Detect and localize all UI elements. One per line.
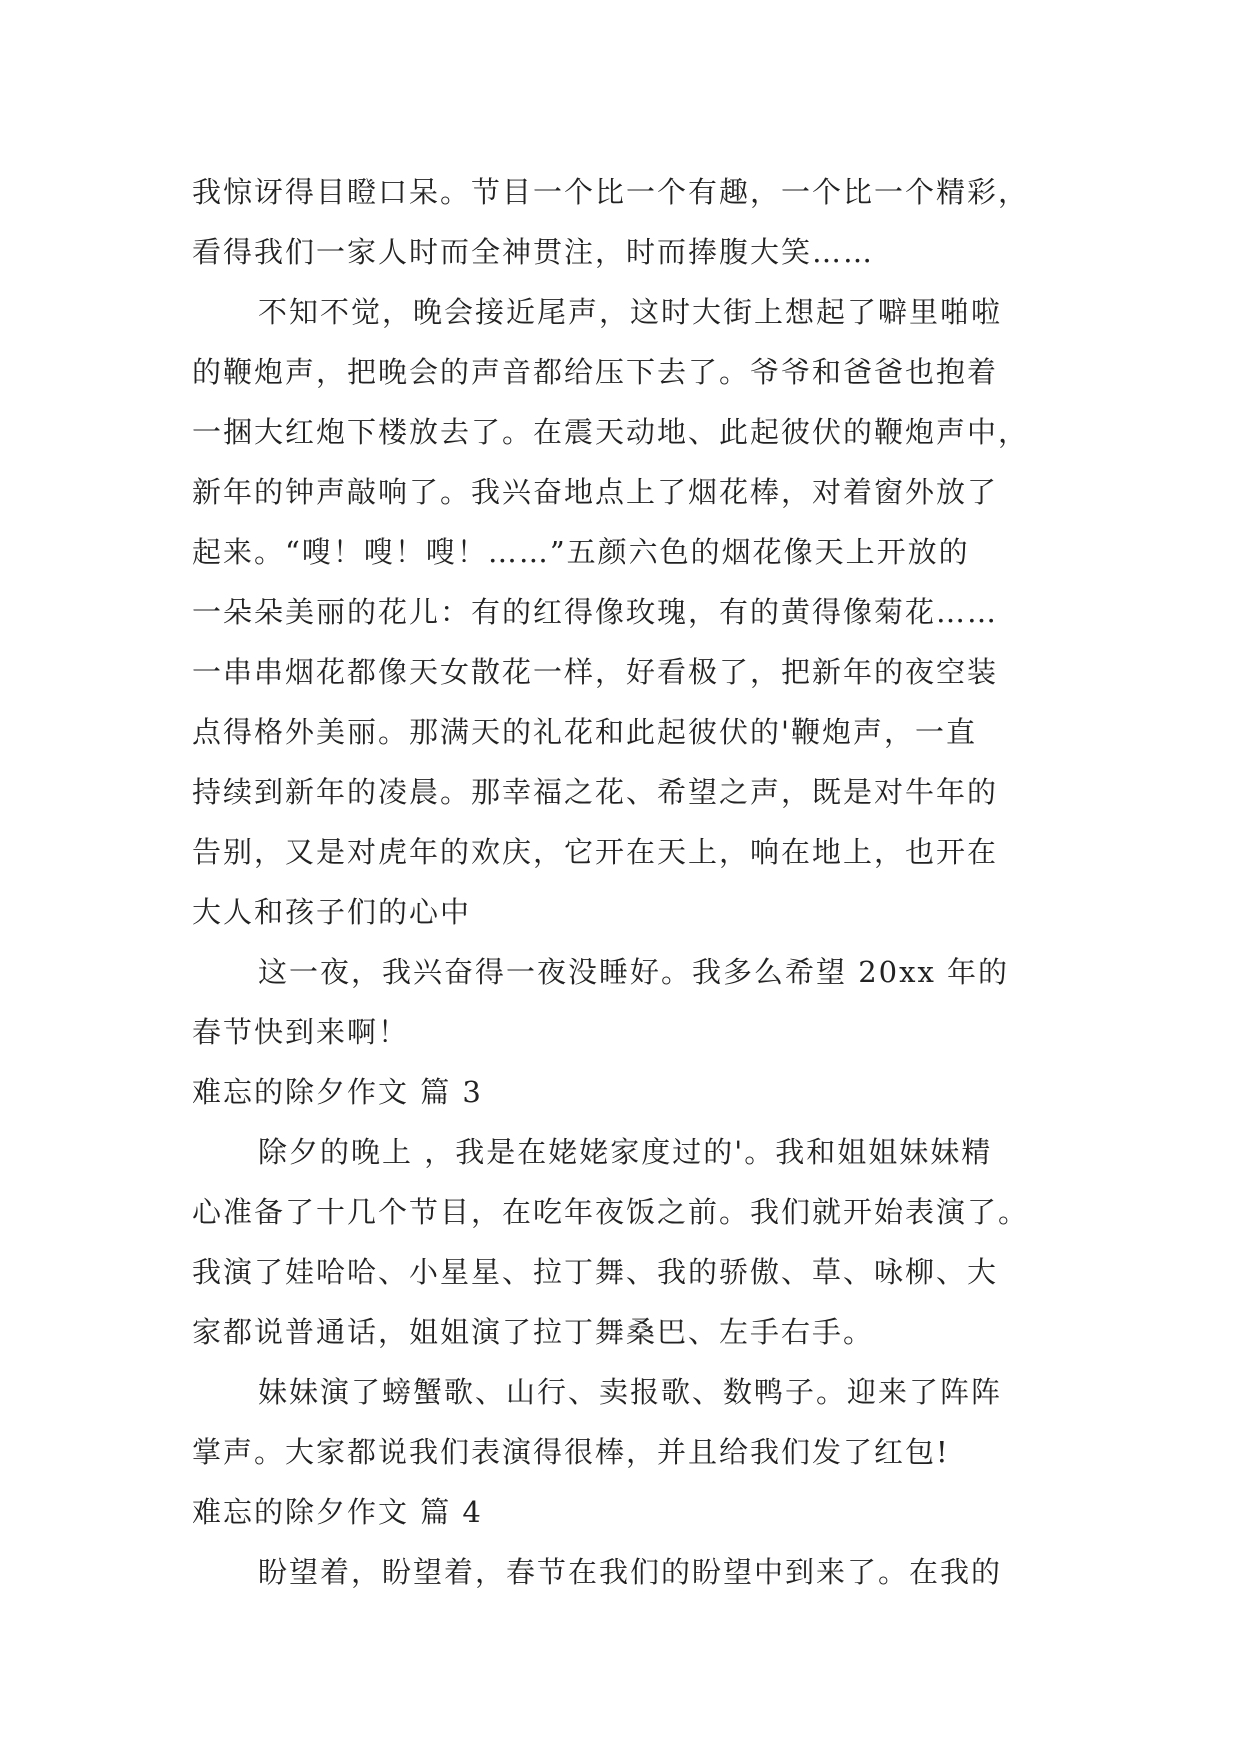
text-line: 一捆大红炮下楼放去了。在震天动地、此起彼伏的鞭炮声中， — [192, 415, 1030, 449]
text-line: 看得我们一家人时而全神贯注，时而捧腹大笑…… — [192, 235, 875, 269]
paragraph — [192, 282, 1047, 942]
paragraph — [192, 1362, 1047, 1482]
text-line: 这一夜，我兴奋得一夜没睡好。我多么希望 20xx 年的 — [258, 955, 1010, 989]
section-heading: 难忘的除夕作文 篇 3 — [192, 1075, 483, 1109]
paragraph — [192, 942, 1047, 1062]
text-line: 持续到新年的凌晨。那幸福之花、希望之声，既是对牛年的 — [192, 775, 999, 809]
text-line: 心准备了十几个节目，在吃年夜饭之前。我们就开始表演了。 — [192, 1195, 1030, 1229]
text-line: 新年的钟声敲响了。我兴奋地点上了烟花棒，对着窗外放了 — [192, 475, 999, 509]
text-line: 大人和孩子们的心中 — [192, 895, 472, 929]
text-line: 妹妹演了螃蟹歌、山行、卖报歌、数鸭子。迎来了阵阵 — [258, 1375, 1003, 1409]
section-heading: 难忘的除夕作文 篇 4 — [192, 1495, 483, 1529]
paragraph — [192, 162, 1047, 282]
text-line: 点得格外美丽。那满天的礼花和此起彼伏的'鞭炮声，一直 — [192, 715, 977, 749]
text-line: 一串串烟花都像天女散花一样，好看极了，把新年的夜空装 — [192, 655, 999, 689]
paragraph — [192, 1542, 1047, 1602]
text-line: 的鞭炮声，把晚会的声音都给压下去了。爷爷和爸爸也抱着 — [192, 355, 999, 389]
text-line: 告别，又是对虎年的欢庆，它开在天上，响在地上，也开在 — [192, 835, 999, 869]
text-line: 春节快到来啊！ — [192, 1015, 410, 1049]
text-line: 不知不觉，晚会接近尾声，这时大街上想起了噼里啪啦 — [258, 295, 1003, 329]
text-line: 家都说普通话，姐姐演了拉丁舞桑巴、左手右手。 — [192, 1315, 875, 1349]
document-page — [192, 162, 1047, 1602]
text-line: 一朵朵美丽的花儿：有的红得像玫瑰，有的黄得像菊花…… — [192, 595, 999, 629]
paragraph — [192, 1122, 1047, 1362]
text-line: 我惊讶得目瞪口呆。节目一个比一个有趣，一个比一个精彩， — [192, 175, 1030, 209]
text-line: 我演了娃哈哈、小星星、拉丁舞、我的骄傲、草、咏柳、大 — [192, 1255, 999, 1289]
text-line: 除夕的晚上 ，我是在姥姥家度过的'。我和姐姐妹妹精 — [258, 1135, 993, 1169]
text-line: 起来。“嗖！嗖！嗖！……”五颜六色的烟花像天上开放的 — [192, 535, 970, 569]
text-line: 掌声。大家都说我们表演得很棒，并且给我们发了红包! — [192, 1435, 950, 1469]
text-line: 盼望着，盼望着，春节在我们的盼望中到来了。在我的 — [258, 1555, 1003, 1589]
